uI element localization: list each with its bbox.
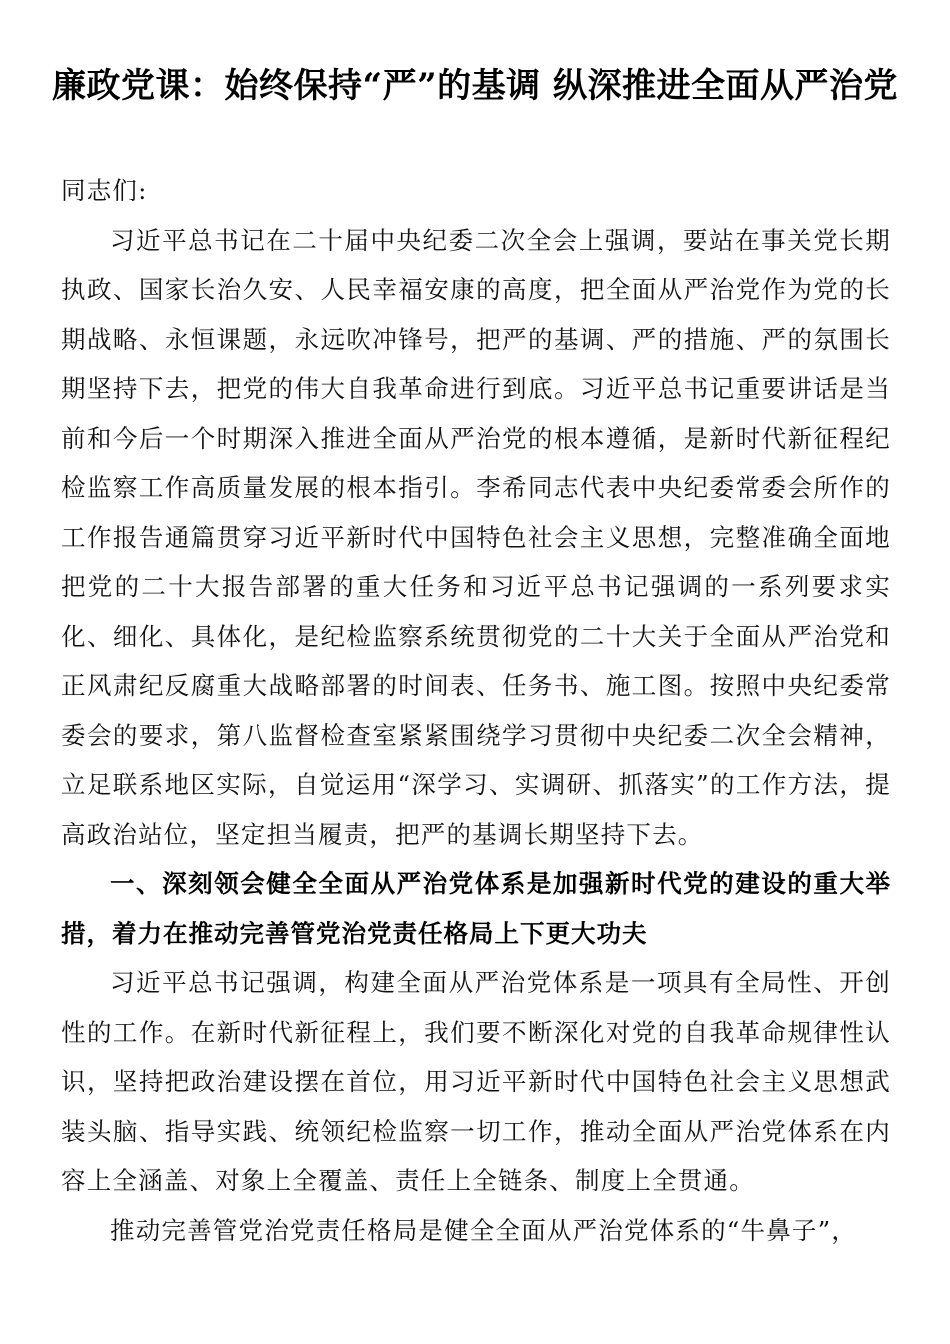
- document-title: 廉政党课：始终保持“严”的基调 纵深推进全面从严治党: [52, 66, 898, 106]
- salutation: 同志们:: [61, 176, 148, 205]
- section-heading-1: 一、深刻领会健全全面从严治党体系是加强新时代党的建设的重大举措，着力在推动完善管党治党责任格局上下更大功夫: [61, 869, 891, 948]
- paragraph-intro: 习近平总书记在二十届中央纪委二次全会上强调，要站在事关党长期执政、国家长治久安、人民幸福安康的高度，把全面从严治党作为党的长期战略、永恒课题，永远吹冲锋号，把严的基调、严的措施、严的氛围长期坚持下去，把党的伟大自我革命进行到底。习近平总书记重要讲话是当前和今后一个时期深入推进全面从严治党的根本遵循，是新时代新征程纪检监察工作高质量发展的根本指引。李希同志代表中央纪委常委会所作的工作报告通篇贯穿习近平新时代中国特色社会主义思想，完整准确全面地把党的二十大报告部署的重大任务和习近平总书记强调的一系列要求实化、细化、具体化，是纪检监察系统贯彻党的二十大关于全面从严治党和正风肃纪反腐重大战略部署的时间表、任务书、施工图。按照中央纪委常委会的要求，第八监督检查室紧紧围绕学习贯彻中央纪委二次全会精神，立足联系地区实际，自觉运用“深学习、实调研、抓落实”的工作方法，提高政治站位，坚定担当履责，把严的基调长期坚持下去。: [61, 225, 891, 849]
- paragraph-section-1-continued: 推动完善管党治党责任格局是健全全面从严治党体系的“牛鼻子”，: [110, 1215, 858, 1245]
- paragraph-section-1: 习近平总书记强调，构建全面从严治党体系是一项具有全局性、开创性的工作。在新时代新征程上，我们要不断深化对党的自我革命规律性认识，坚持把政治建设摆在首位，用习近平新时代中国特色社会主义思想武装头脑、指导实践、统领纪检监察一切工作，推动全面从严治党体系在内容上全涵盖、对象上全覆盖、责任上全链条、制度上全贯通。: [61, 968, 891, 1195]
- document-body: [61, 166, 891, 1255]
